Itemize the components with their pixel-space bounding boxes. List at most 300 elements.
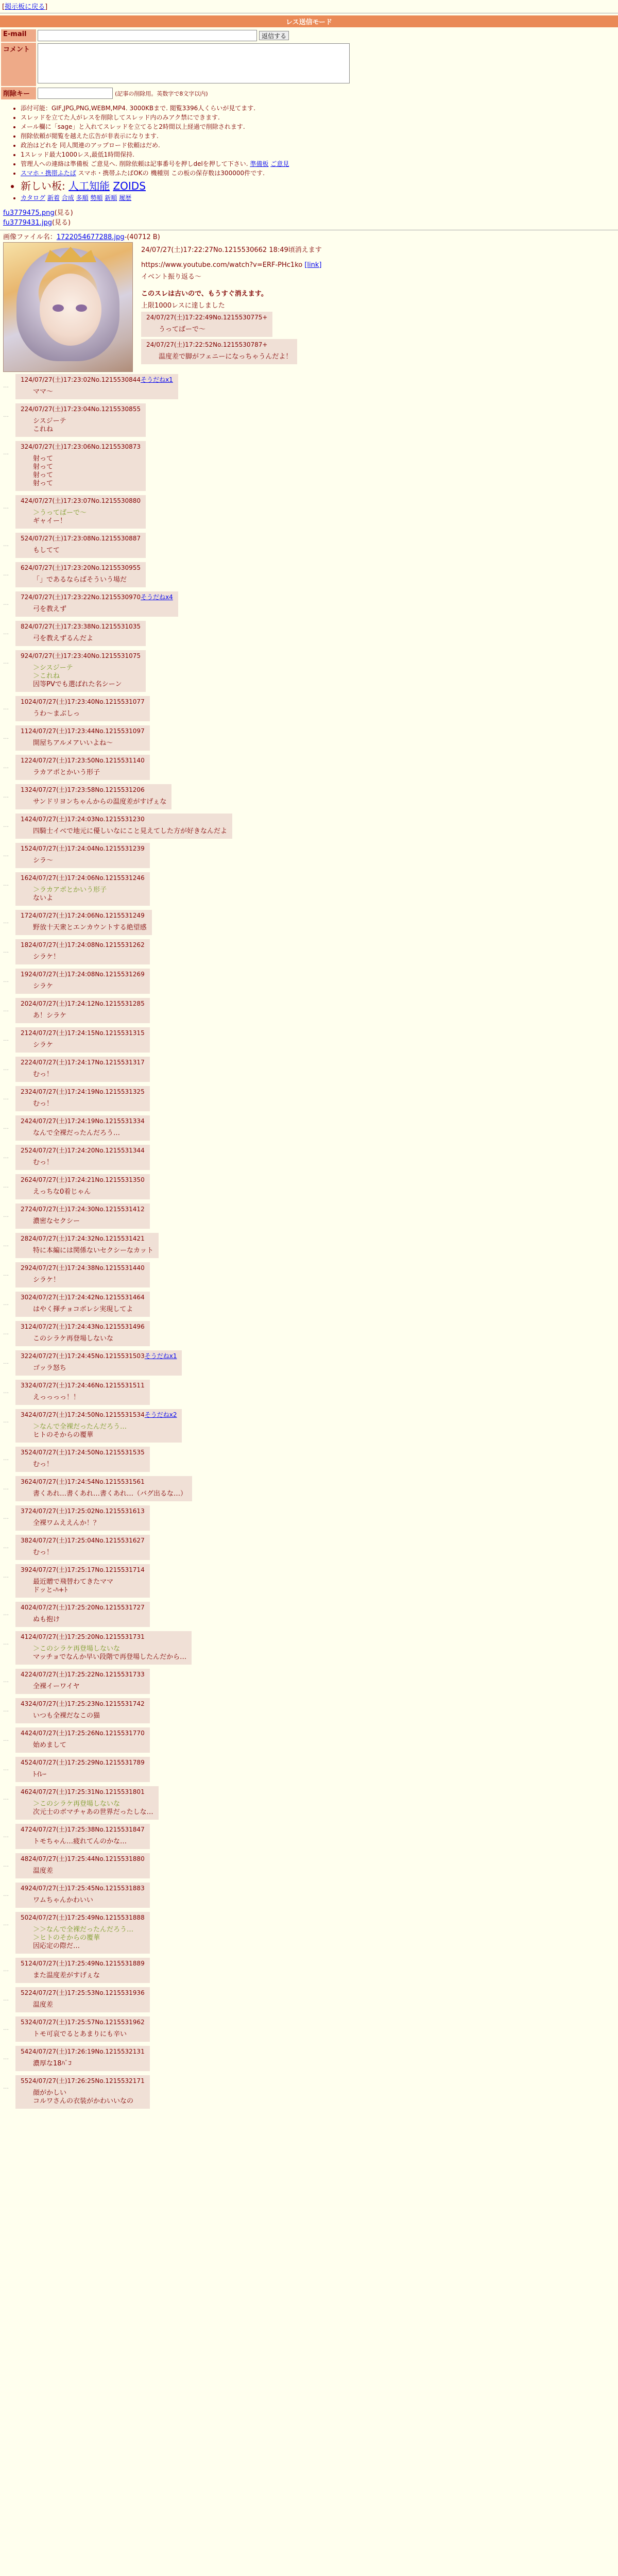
reply-row xyxy=(3,1409,615,1445)
reply-indent-marker: … xyxy=(3,1891,9,1897)
reply-date[interactable]: 24/07/27(土)17:25:22No.1215531733 xyxy=(28,1671,145,1678)
reply-meta xyxy=(21,911,147,920)
quote-line: ＞ラカアポとかいう形子 xyxy=(33,886,107,894)
reply xyxy=(15,591,178,617)
reply-number: 42 xyxy=(21,1671,29,1678)
reply-line: 全裸ワムええんか！？ xyxy=(33,1519,100,1527)
reply-body xyxy=(21,1741,145,1750)
smartphone-link[interactable]: スマホ・携帯ふたば xyxy=(21,170,76,177)
reply-date[interactable]: 24/07/27(土)17:24:17No.1215531317 xyxy=(28,1059,145,1066)
reply-meta xyxy=(21,940,145,949)
reply-number: 40 xyxy=(21,1604,29,1611)
reply-row xyxy=(3,1602,615,1629)
reply-date[interactable]: 24/07/27(土)17:24:08No.1215531269 xyxy=(28,971,145,978)
reply-row xyxy=(3,696,615,723)
reply xyxy=(15,1727,150,1753)
delete-key-field[interactable] xyxy=(38,88,113,99)
reply-number: 41 xyxy=(21,1633,29,1640)
reply xyxy=(15,998,150,1023)
reply-meta xyxy=(146,313,267,321)
reply-body xyxy=(21,1423,177,1439)
reply-line: えっちな0着じゃん xyxy=(33,1188,91,1196)
reply-meta xyxy=(21,1603,145,1612)
reply-indent-marker: … xyxy=(3,1861,9,1868)
rule-item: • 政治はどれを 同人関連のアップロード依頼はだめ. xyxy=(21,141,618,149)
reply-date[interactable]: 24/07/27(土)17:25:57No.1215531962 xyxy=(28,2019,145,2026)
reply-line: むっ！ xyxy=(33,1100,54,1108)
reply-number: 33 xyxy=(21,1382,29,1389)
reply-date[interactable]: 24/07/27(土)17:24:45No.1215531503 xyxy=(28,1352,145,1360)
reply-line: 因応定の際だ… xyxy=(33,1942,80,1950)
reply-row xyxy=(3,969,615,996)
reply-meta xyxy=(21,1506,145,1515)
reply-date[interactable]: 24/07/27(土)17:24:32No.1215531421 xyxy=(28,1235,145,1242)
reply-number: 4 xyxy=(21,497,25,504)
reply-indent-marker: … xyxy=(3,1794,9,1801)
reply-date[interactable]: 24/07/27(土)17:24:20No.1215531344 xyxy=(28,1147,145,1154)
reply-date[interactable]: 24/07/27(土)17:25:31No.1215531801 xyxy=(28,1788,145,1795)
email-field[interactable] xyxy=(38,30,257,41)
reply-indent-marker: … xyxy=(3,2025,9,2031)
reply-body xyxy=(21,605,173,614)
catalog-link[interactable]: カタログ xyxy=(21,194,46,201)
reply-line: 因等PVでも選ばれた名シーン xyxy=(33,681,122,688)
reply-row xyxy=(3,1292,615,1319)
reply-number: 6 xyxy=(21,564,25,571)
reply-body xyxy=(21,2060,145,2068)
new-link[interactable]: 新順 xyxy=(105,194,117,201)
reply-meta xyxy=(21,1058,145,1066)
reply-body xyxy=(146,326,267,334)
reply-date[interactable]: 24/07/27(土)17:23:22No.1215530970 xyxy=(24,594,141,601)
reply-row xyxy=(3,1174,615,1201)
reply-line: むっ！ xyxy=(33,1461,54,1468)
reply-indent-marker: … xyxy=(3,412,9,418)
reply-date[interactable]: 24/07/27(土)17:25:26No.1215531770 xyxy=(28,1730,145,1737)
reply-number: 31 xyxy=(21,1323,29,1330)
reply-line: シラケ xyxy=(33,1041,54,1049)
file-suffix: (見る) xyxy=(52,219,71,227)
reply-line: 最近贈で飛替わてきたママ xyxy=(33,1578,114,1586)
back-link[interactable]: 掲示板に戻る xyxy=(5,3,45,11)
reply xyxy=(15,562,146,587)
reply-date[interactable]: 24/07/27(土)17:24:30No.1215531412 xyxy=(28,1206,145,1213)
reply-date[interactable]: 24/07/27(土)17:25:02No.1215531613 xyxy=(28,1507,145,1515)
reply-body xyxy=(21,1159,145,1167)
reply-date[interactable]: 24/07/27(土)17:22:49No.1215530775+ xyxy=(146,314,268,321)
reply-line: もしてて xyxy=(33,547,60,554)
reply xyxy=(15,1292,150,1317)
reply xyxy=(15,533,146,558)
reply-meta xyxy=(21,1410,177,1419)
reply-date[interactable]: 24/07/27(土)17:23:06No.1215530873 xyxy=(24,443,141,450)
reply-body xyxy=(21,1012,145,1020)
reply-line: うってばーで～ xyxy=(159,326,206,333)
reply-body xyxy=(21,1461,145,1469)
reply-number: 30 xyxy=(21,1294,29,1301)
reply-date[interactable]: 24/07/27(土)17:24:19No.1215531325 xyxy=(28,1088,145,1095)
reply-line: シラ〜 xyxy=(33,857,54,865)
reply xyxy=(15,1447,150,1472)
reply-date[interactable]: 24/07/27(土)17:24:12No.1215531285 xyxy=(28,1000,145,1007)
reply xyxy=(15,2075,150,2109)
reply xyxy=(15,814,232,839)
reply-indent-marker: … xyxy=(3,734,9,740)
reply-line: 濃厚な18ﾊﾞｺ xyxy=(33,2060,72,2067)
board-links xyxy=(21,193,618,202)
rule-item: • 添付可能：GIF,JPG,PNG,WEBM,MP4. 3000KBまで. 閲覧3396人くらいが見てます. xyxy=(21,104,618,112)
reply-row xyxy=(3,1883,615,1910)
reply-body xyxy=(21,1129,145,1138)
reply-row xyxy=(3,591,615,619)
reply-number: 55 xyxy=(21,2077,29,2084)
reply-date[interactable]: 24/07/27(土)17:24:04No.1215531239 xyxy=(28,845,145,852)
reply-date[interactable]: 24/07/27(土)17:24:46No.1215531511 xyxy=(28,1382,145,1389)
reply-meta xyxy=(21,1028,145,1037)
reply-number: 23 xyxy=(21,1088,29,1095)
op-url-link[interactable]: [link] xyxy=(304,261,322,269)
reply-date[interactable]: 24/07/27(土)17:24:54No.1215531561 xyxy=(28,1478,145,1485)
reply-indent-marker: … xyxy=(3,1677,9,1684)
reply-date[interactable]: 24/07/27(土)17:25:29No.1215531789 xyxy=(28,1759,145,1766)
reply-row xyxy=(3,939,615,967)
reply-meta xyxy=(21,1884,145,1892)
reply-body xyxy=(21,388,173,396)
reply-body xyxy=(21,576,141,584)
reply-line: シラケ xyxy=(33,982,54,990)
reply-indent-marker: … xyxy=(3,704,9,711)
reply-row xyxy=(3,1380,615,1407)
reply-indent-marker: … xyxy=(3,1153,9,1160)
reply-body xyxy=(21,1771,145,1779)
reply-body xyxy=(21,1926,145,1951)
reply-line: いつも全裸だなこの猫 xyxy=(33,1712,100,1720)
reply-date[interactable]: 24/07/27(土)17:25:23No.1215531742 xyxy=(28,1700,145,1707)
sodane-button[interactable]: そうだねx1 xyxy=(141,376,173,383)
reply xyxy=(15,784,171,809)
reply-line: ドッと-ﾊ+ﾄ xyxy=(33,1586,68,1594)
file-link[interactable]: fu3779475.png xyxy=(3,209,55,217)
reply-meta xyxy=(21,1787,153,1796)
reply-meta xyxy=(21,2076,145,2085)
reply-date[interactable]: 24/07/27(土)17:24:15No.1215531315 xyxy=(28,1029,145,1037)
reply-row xyxy=(3,374,615,401)
reply-indent-marker: … xyxy=(3,1270,9,1277)
reply-meta xyxy=(21,496,141,505)
reply-date[interactable]: 24/07/27(土)17:25:20No.1215531731 xyxy=(28,1633,145,1640)
reply-indent-marker: … xyxy=(3,1241,9,1248)
reply-meta xyxy=(21,1205,145,1213)
reply-line: ヒトのそからの覆華 xyxy=(33,1431,94,1439)
reply-date[interactable]: 24/07/27(土)17:24:06No.1215531246 xyxy=(28,874,145,882)
reply-line: 野放十天衆とエンカウントする絶望感 xyxy=(33,924,147,931)
reply-row xyxy=(3,495,615,531)
op-file-info xyxy=(3,231,615,241)
reply-row xyxy=(3,1824,615,1851)
newest-link[interactable]: 新着 xyxy=(47,194,60,201)
reply-meta xyxy=(21,1381,145,1389)
gen-link[interactable]: 合成 xyxy=(61,194,74,201)
reply-row xyxy=(3,1958,615,1985)
reply-indent-marker: … xyxy=(3,382,9,389)
reply-indent-marker: … xyxy=(3,1706,9,1713)
reply-line: 濃密なセクシー xyxy=(33,1217,80,1225)
reply-number: 45 xyxy=(21,1759,29,1766)
jun-link[interactable]: 準備板 xyxy=(250,160,269,167)
reply xyxy=(15,939,150,964)
reply-indent-marker: … xyxy=(3,1765,9,1772)
reply-date[interactable]: 24/07/27(土)17:23:20No.1215530955 xyxy=(24,564,141,571)
reply-row xyxy=(3,650,615,694)
rule-item xyxy=(21,168,618,177)
reply-body xyxy=(21,1800,153,1817)
reply-indent-marker: … xyxy=(3,629,9,636)
email-label: E-mail xyxy=(1,29,36,42)
reply-body xyxy=(21,886,145,903)
reply-line: シスジーテ xyxy=(33,417,66,425)
reply-date[interactable]: 24/07/27(土)17:25:38No.1215531847 xyxy=(28,1826,145,1833)
reply-row xyxy=(3,1631,615,1667)
reply xyxy=(15,872,150,906)
reply-indent-marker: … xyxy=(3,1065,9,1072)
quote-line: ＞これね xyxy=(33,672,60,680)
file-links xyxy=(0,205,618,229)
reply-meta xyxy=(21,1699,145,1708)
reply xyxy=(15,910,152,935)
reply-meta xyxy=(21,404,141,413)
sodane-button[interactable]: そうだねx2 xyxy=(144,1411,177,1418)
reply-body xyxy=(21,455,141,488)
reply-body xyxy=(21,1335,145,1343)
op-message: イベント振り返る～ xyxy=(141,273,202,281)
reply-indent-marker: … xyxy=(3,1182,9,1189)
reply-date[interactable]: 24/07/27(土)17:24:03No.1215531230 xyxy=(28,816,145,823)
reply-date[interactable]: 24/07/27(土)17:26:19No.1215532131 xyxy=(28,2048,145,2055)
reply xyxy=(15,621,146,646)
reply xyxy=(15,1380,150,1405)
reply-line: 書くあれ…書くあれ…書くあれ…（バグ出るな…） xyxy=(33,1490,187,1498)
page-header: [掲示板に戻る] xyxy=(2,3,48,11)
reply-meta xyxy=(21,970,145,978)
op-url-line xyxy=(141,261,322,269)
reply-number: 21 xyxy=(21,1029,29,1037)
reply xyxy=(15,1262,150,1287)
reply-date[interactable]: 24/07/27(土)17:24:43No.1215531496 xyxy=(28,1323,145,1330)
reply-body xyxy=(21,635,141,643)
reply-list xyxy=(3,374,615,2111)
reply-meta xyxy=(21,1632,186,1641)
reply-row xyxy=(3,755,615,782)
quote-line: ＞なんで全裸だったんだろう… xyxy=(33,1423,127,1431)
reply-date[interactable]: 24/07/27(土)17:24:19No.1215531334 xyxy=(28,1117,145,1125)
op-file-link[interactable]: 1722054677288.jpg xyxy=(56,233,125,241)
reply-line: 温度差で脚がフェニーになっちゃうんだよ！ xyxy=(159,353,293,361)
reply-date[interactable]: 24/07/27(土)17:25:49No.1215531888 xyxy=(28,1914,145,1921)
reply-line: 弓を教えずるんだよ xyxy=(33,635,94,642)
reply-date[interactable]: 24/07/27(土)17:23:02No.1215530844 xyxy=(24,376,141,383)
reply-meta xyxy=(21,1293,145,1301)
reply-row xyxy=(3,1115,615,1143)
reply-form xyxy=(0,28,351,100)
thumb-eye xyxy=(76,304,87,312)
reply-number: 28 xyxy=(21,1235,29,1242)
reply-number: 27 xyxy=(21,1206,29,1213)
reply-number: 1 xyxy=(21,376,25,383)
reply-meta xyxy=(21,1758,145,1767)
quote-line: ＞このシラケ再登場しないな xyxy=(33,1800,121,1808)
reply xyxy=(15,1912,150,1954)
reply xyxy=(15,1602,150,1627)
reply-row xyxy=(3,1505,615,1533)
reply-body xyxy=(21,664,141,689)
op-thumbnail[interactable] xyxy=(3,242,133,372)
reply-line: 次元士のボマチャあの世界だったしな… xyxy=(33,1808,153,1816)
reply-row xyxy=(3,1321,615,1348)
reply-indent-marker: … xyxy=(3,1543,9,1550)
reply-date[interactable]: 24/07/27(土)17:23:40No.1215531077 xyxy=(28,698,145,705)
reply xyxy=(15,1027,150,1053)
reply-number: 3 xyxy=(21,443,25,450)
reply xyxy=(15,1505,150,1531)
reply-line: なんで全裸だったんだろう… xyxy=(33,1129,121,1137)
reply-date[interactable]: 24/07/27(土)17:23:44No.1215531097 xyxy=(28,727,145,735)
reply-row xyxy=(3,2016,615,2044)
reply xyxy=(15,1853,150,1878)
reply-line: コルワさんの衣装がかわいいなの xyxy=(33,2097,134,2105)
iken-link[interactable]: ご意見 xyxy=(270,160,289,167)
reply-date[interactable]: 24/07/27(土)17:23:08No.1215530887 xyxy=(24,535,141,542)
reply-indent-marker: … xyxy=(3,1639,9,1646)
reply xyxy=(15,1409,182,1443)
reply-date[interactable]: 24/07/27(土)17:23:07No.1215530880 xyxy=(24,497,141,504)
reply-number: 52 xyxy=(21,1989,29,1996)
reply xyxy=(15,2016,150,2042)
reply-date[interactable]: 24/07/27(土)17:24:50No.1215531535 xyxy=(28,1449,145,1456)
reply xyxy=(15,1057,150,1082)
reply xyxy=(15,1698,150,1723)
file-link[interactable]: fu3779431.jpg xyxy=(3,219,52,227)
thread xyxy=(0,231,618,2111)
reply-line: トモちゃん…疲れてんのかな… xyxy=(33,1838,127,1845)
reply-date[interactable]: 24/07/27(土)17:23:40No.1215531075 xyxy=(24,652,141,659)
reply-row xyxy=(3,1564,615,1600)
reply-meta xyxy=(21,563,141,572)
reply-date[interactable]: 24/07/27(土)17:24:50No.1215531534 xyxy=(28,1411,145,1418)
reply-indent-marker: … xyxy=(3,1610,9,1617)
reply-row xyxy=(3,1757,615,1784)
reply-line: 顔がかしい xyxy=(33,2089,67,2097)
reply-body xyxy=(21,1683,145,1691)
reply-meta xyxy=(21,1988,145,1997)
reply-body xyxy=(21,1578,145,1595)
reply-number: 34 xyxy=(21,1411,29,1418)
many-link[interactable]: 多順 xyxy=(76,194,89,201)
reply xyxy=(15,495,146,529)
reply-date[interactable]: 24/07/27(土)17:25:49No.1215531889 xyxy=(28,1960,145,1967)
reply xyxy=(15,441,146,491)
reply-row xyxy=(3,1912,615,1956)
zoids-board-link[interactable]: ZOIDS xyxy=(113,180,146,192)
reply-date[interactable]: 24/07/27(土)17:23:04No.1215530855 xyxy=(24,405,141,413)
reply-indent-marker: … xyxy=(3,1094,9,1101)
op-post xyxy=(3,242,615,372)
history-link[interactable]: 履歴 xyxy=(119,194,132,201)
reply-number: 47 xyxy=(21,1826,29,1833)
rule-item: • 1スレッド最大1000レス,最低1時間保持. xyxy=(21,150,618,159)
reply xyxy=(15,1883,150,1908)
reply-mode-banner: レス送信モード xyxy=(0,15,618,27)
ai-board-link[interactable]: 人工知能 xyxy=(68,180,110,192)
reply-date[interactable]: 24/07/27(土)17:23:50No.1215531140 xyxy=(28,757,145,764)
comment-textarea[interactable] xyxy=(38,43,350,83)
reply-meta xyxy=(21,2018,145,2026)
reply-date[interactable]: 24/07/27(土)17:26:25No.1215532171 xyxy=(28,2077,145,2084)
reply-indent-marker: … xyxy=(3,1514,9,1520)
reply-date[interactable]: 24/07/27(土)17:23:38No.1215531035 xyxy=(24,623,141,630)
sodane-button[interactable]: そうだねx4 xyxy=(141,594,173,601)
reply-indent-marker: … xyxy=(3,1036,9,1042)
reply-indent-marker: … xyxy=(3,977,9,984)
reply-body xyxy=(21,2001,145,2009)
reply xyxy=(15,1350,182,1376)
reply-line: 弓を教えず xyxy=(33,605,67,613)
reply-number: 46 xyxy=(21,1788,29,1795)
reply-number: 15 xyxy=(21,845,29,852)
reply-date[interactable]: 24/07/27(土)17:23:58No.1215531206 xyxy=(28,786,145,793)
reply-meta xyxy=(21,622,141,631)
reply-row xyxy=(3,1727,615,1755)
reply-date[interactable]: 24/07/27(土)17:24:38No.1215531440 xyxy=(28,1264,145,1272)
comment-label: コメント xyxy=(1,43,36,86)
reply-body xyxy=(21,1100,145,1108)
reply-date[interactable]: 24/07/27(土)17:24:08No.1215531262 xyxy=(28,941,145,948)
op-date: 24/07/27(土)17:22:27No.1215530662 18:49頃消えます xyxy=(141,246,322,254)
submit-button[interactable]: 返信する xyxy=(259,31,289,40)
reply-row xyxy=(3,1350,615,1378)
reply-meta xyxy=(146,340,292,349)
reply-row xyxy=(3,403,615,439)
reply-date[interactable]: 24/07/27(土)17:25:53No.1215531936 xyxy=(28,1989,145,1996)
reply-date[interactable]: 24/07/27(土)17:25:45No.1215531883 xyxy=(28,1885,145,1892)
reply-date[interactable]: 24/07/27(土)17:25:44No.1215531880 xyxy=(28,1855,145,1862)
few-link[interactable]: 勢順 xyxy=(90,194,103,201)
reply-indent-marker: … xyxy=(3,947,9,954)
reply-indent-marker: … xyxy=(3,2054,9,2061)
rule-item: • 削除依頼が閲覧を越えた広告が非表示になります. xyxy=(21,131,618,140)
reply-date[interactable]: 24/07/27(土)17:22:52No.1215530787+ xyxy=(146,341,268,348)
reply-date[interactable]: 24/07/27(土)17:24:42No.1215531464 xyxy=(28,1294,145,1301)
reply-line: 射って xyxy=(33,471,54,479)
reply-row xyxy=(3,1057,615,1084)
quote-line: ＞このシラケ再登場しないな xyxy=(33,1645,121,1653)
reply xyxy=(15,650,146,692)
reply-row xyxy=(3,2046,615,2073)
reply-number: 43 xyxy=(21,1700,29,1707)
reply-body xyxy=(21,1276,145,1284)
reply-indent-marker: … xyxy=(3,570,9,577)
reply-meta xyxy=(21,1565,145,1574)
reply-line: うわ～まぶしっ xyxy=(33,710,80,718)
reply-date[interactable]: 24/07/27(土)17:25:17No.1215531714 xyxy=(28,1566,145,1573)
reply-date[interactable]: 24/07/27(土)17:24:06No.1215531249 xyxy=(28,912,145,919)
reply-date[interactable]: 24/07/27(土)17:25:04No.1215531627 xyxy=(28,1537,145,1544)
reply-line: むっ！ xyxy=(33,1549,54,1556)
reply-number: 14 xyxy=(21,816,29,823)
reply-date[interactable]: 24/07/27(土)17:25:20No.1215531727 xyxy=(28,1604,145,1611)
reply-limit-note: 上限1000レスに達しました xyxy=(141,302,225,310)
sodane-button[interactable]: そうだねx1 xyxy=(144,1352,177,1360)
reply-date[interactable]: 24/07/27(土)17:24:21No.1215531350 xyxy=(28,1176,145,1183)
